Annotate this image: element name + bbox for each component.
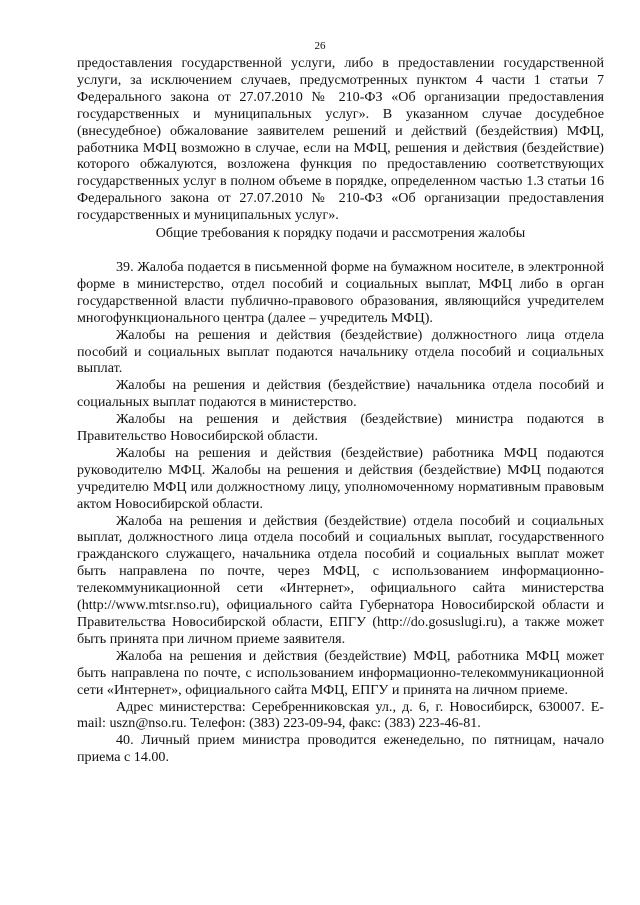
section-heading: Общие требования к порядку подачи и рассмотрения жалобы [155, 225, 526, 242]
paragraph-complaint-mfc: Жалобы на решения и действия (бездействие) работника МФЦ подаются руководителю МФЦ. Жалобы на решения и действия (бездействие) МФЦ подаются учредителю МФЦ или должностному лицу, уполномоченному нормативным правовым актом Новосибирской области. [77, 444, 604, 512]
paragraph-complaint-head: Жалобы на решения и действия (бездействие) начальника отдела пособий и социальных выплат подаются в министерство. [77, 377, 604, 411]
document-body [77, 55, 604, 766]
paragraph-40: 40. Личный прием министра проводится еженедельно, по пятницам, начало приема с 14.00. [77, 732, 604, 766]
paragraph-continuation: предоставления государственной услуги, либо в предоставлении государственной услуги, за исключением случаев, предусмотренных пунктом 4 части 1 статьи 7 Федерального закона от 27.07.2010 № 210-ФЗ «Об организации предоставления государственных и муниципальных услуг». В указанном случае досудебное (внесудебное) обжалование заявителем решений и действий (бездействия) МФЦ, работника МФЦ возможно в случае, если на МФЦ, решения и действия (бездействие) которого обжалуются, возложена функция по предоставлению соответствующих государственных услуг в полном объеме в порядке, определенном частью 1.3 статьи 16 Федерального закона от 27.07.2010 № 210-ФЗ «Об организации предоставления государственных и муниципальных услуг». [77, 55, 604, 224]
paragraph-complaint-minister: Жалобы на решения и действия (бездействие) министра подаются в Правительство Новосибирской области. [77, 411, 604, 445]
page-number: 26 [314, 40, 326, 52]
paragraph-complaint-official: Жалобы на решения и действия (бездействие) должностного лица отдела пособий и социальных выплат подаются начальнику отдела пособий и социальных выплат. [77, 326, 604, 377]
paragraph-complaint-mfc-channels: Жалоба на решения и действия (бездействие) МФЦ, работника МФЦ может быть направлена по почте, с использованием информационно-телекоммуникационной сети «Интернет», официального сайта МФЦ, ЕПГУ и принята на личном приеме. [77, 647, 604, 698]
paragraph-complaint-channels: Жалоба на решения и действия (бездействие) отдела пособий и социальных выплат, должностного лица отдела пособий и социальных выплат, государственного гражданского служащего, начальника отдела пособий и социальных выплат может быть направлена по почте, через МФЦ, с использованием информационно-телекоммуникационной сети «Интернет», официального сайта министерства (http://www.mtsr.nso.ru), официального сайта Губернатора Новосибирской области и Правительства Новосибирской области, ЕПГУ (http://do.gosuslugi.ru), а также может быть принята при личном приеме заявителя. [77, 512, 604, 647]
paragraph-39: 39. Жалоба подается в письменной форме на бумажном носителе, в электронной форме в министерство, отдел пособий и социальных выплат, МФЦ либо в орган государственной власти публично-правового образования, являющийся учредителем многофункционального центра (далее – учредитель МФЦ). [77, 258, 604, 326]
paragraph-ministry-address: Адрес министерства: Серебренниковская ул., д. 6, г. Новосибирск, 630007. E-mail: uszn@nso.ru. Телефон: (383) 223-09-94, факс: (383) 223-46-81. [77, 698, 604, 732]
spacer [77, 242, 604, 259]
